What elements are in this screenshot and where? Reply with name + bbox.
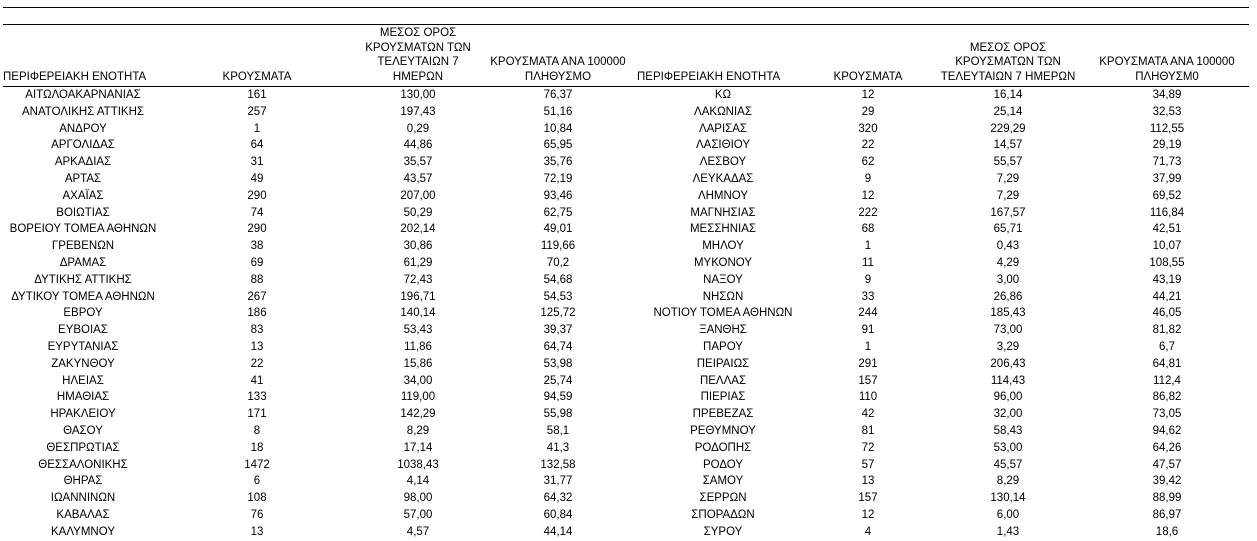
per100k-cell: 86,82	[1152, 391, 1182, 404]
avg7-cell: 65,71	[993, 223, 1023, 236]
table-row	[637, 137, 1249, 154]
avg7-cell: 73,00	[993, 324, 1023, 337]
region-cell: ΗΜΑΘΙΑΣ	[56, 391, 110, 404]
table-row	[3, 389, 637, 406]
header-avg7: ΜΕΣΟΣ ΟΡΟΣ ΚΡΟΥΣΜΑΤΩΝ ΤΩΝ ΤΕΛΕΥΤΑΙΩΝ 7 ΗΜΕΡΩΝ	[365, 27, 471, 83]
per100k-cell: 60,84	[543, 508, 573, 521]
per100k-cell: 47,57	[1152, 458, 1182, 471]
table-row	[637, 356, 1249, 373]
cases-cell: 64	[250, 139, 264, 152]
region-cell: ΜΥΚΟΝΟΥ	[693, 256, 753, 269]
region-cell: ΣΑΜΟΥ	[702, 475, 744, 488]
avg7-cell: 8,29	[406, 424, 430, 437]
avg7-cell: 202,14	[400, 223, 436, 236]
avg7-cell: 98,00	[403, 492, 433, 505]
cases-cell: 290	[247, 223, 267, 236]
cases-cell: 13	[250, 340, 264, 353]
table-row	[3, 440, 637, 457]
table-row	[3, 289, 637, 306]
per100k-cell: 112,4	[1153, 374, 1181, 387]
header-cases: ΚΡΟΥΣΜΑΤΑ	[833, 70, 903, 83]
table-row	[637, 289, 1249, 306]
table-row	[3, 305, 637, 322]
region-cell: ΜΕΣΣΗΝΙΑΣ	[689, 223, 757, 236]
table-row	[637, 490, 1249, 507]
header-region: ΠΕΡΙΦΕΡΕΙΑΚΗ ΕΝΟΤΗΤΑ	[3, 70, 147, 83]
avg7-cell: 4,57	[406, 525, 430, 538]
avg7-cell: 55,57	[993, 156, 1023, 169]
region-cell: ΕΒΡΟΥ	[63, 307, 103, 320]
avg7-cell: 4,14	[406, 475, 430, 488]
table-row	[3, 490, 637, 507]
left-table	[3, 27, 637, 541]
cases-cell: 29	[861, 105, 875, 118]
cases-cell: 244	[858, 307, 878, 320]
table-row	[3, 104, 637, 121]
table-row	[3, 356, 637, 373]
region-cell: ΒΟΡΕΙΟΥ ΤΟΜΕΑ ΑΘΗΝΩΝ	[9, 223, 157, 236]
table-row	[3, 457, 637, 474]
table-row	[637, 272, 1249, 289]
table-row	[637, 339, 1249, 356]
per100k-cell: 72,19	[543, 172, 573, 185]
table-row	[637, 255, 1249, 272]
cases-cell: 31	[250, 156, 264, 169]
per100k-cell: 6,7	[1159, 340, 1175, 353]
table-row	[637, 205, 1249, 222]
region-cell: ΛΕΥΚΑΔΑΣ	[692, 172, 754, 185]
cases-cell: 12	[861, 89, 875, 101]
cases-cell: 171	[247, 408, 267, 421]
avg7-cell: 25,14	[993, 105, 1023, 118]
per100k-cell: 10,07	[1152, 240, 1182, 253]
per100k-cell: 88,99	[1152, 492, 1182, 505]
region-cell: ΑΝΑΤΟΛΙΚΗΣ ΑΤΤΙΚΗΣ	[21, 105, 144, 118]
avg7-cell: 58,43	[993, 424, 1023, 437]
table-row	[637, 406, 1249, 423]
region-cell: ΗΛΕΙΑΣ	[62, 374, 104, 387]
region-cell: ΛΗΜΝΟΥ	[697, 189, 749, 202]
avg7-cell: 196,71	[400, 290, 436, 303]
per100k-cell: 49,01	[543, 223, 573, 236]
cases-cell: 38	[250, 240, 264, 253]
per100k-cell: 29,19	[1152, 139, 1182, 152]
avg7-cell: 53,43	[403, 324, 433, 337]
table-row	[637, 121, 1249, 138]
avg7-cell: 15,86	[403, 357, 433, 370]
avg7-cell: 30,86	[403, 240, 433, 253]
avg7-cell: 96,00	[993, 391, 1023, 404]
avg7-cell: 185,43	[990, 307, 1026, 320]
table-row	[637, 457, 1249, 474]
region-cell: ΜΗΛΟΥ	[702, 240, 744, 253]
region-cell: ΑΙΤΩΛΟΑΚΑΡΝΑΝΙΑΣ	[25, 89, 141, 101]
region-cell: ΘΗΡΑΣ	[63, 475, 103, 488]
cases-cell: 83	[250, 324, 264, 337]
cases-cell: 49	[250, 172, 264, 185]
avg7-cell: 14,57	[993, 139, 1023, 152]
region-cell: ΘΑΣΟΥ	[63, 424, 103, 437]
cases-cell: 13	[861, 475, 875, 488]
table-row	[637, 423, 1249, 440]
region-cell: ΘΕΣΣΑΛΟΝΙΚΗΣ	[38, 458, 128, 471]
per100k-cell: 44,21	[1152, 290, 1182, 303]
cases-cell: 1	[864, 240, 872, 253]
cases-cell: 69	[250, 256, 264, 269]
cases-cell: 8	[253, 424, 261, 437]
per100k-cell: 39,42	[1152, 475, 1182, 488]
region-cell: ΚΑΒΑΛΑΣ	[56, 508, 110, 521]
region-cell: ΕΥΡΥΤΑΝΙΑΣ	[47, 340, 119, 353]
region-cell: ΣΠΟΡΑΔΩΝ	[691, 508, 755, 521]
table-row	[3, 121, 637, 138]
region-cell: ΖΑΚΥΝΘΟΥ	[51, 357, 115, 370]
cases-cell: 290	[247, 189, 267, 202]
per100k-cell: 93,46	[543, 189, 573, 202]
avg7-cell: 206,43	[990, 357, 1026, 370]
region-cell: ΙΩΑΝΝΙΝΩΝ	[50, 492, 116, 505]
avg7-cell: 16,14	[993, 89, 1023, 101]
per100k-cell: 37,99	[1152, 172, 1182, 185]
region-cell: ΑΧΑΪΑΣ	[62, 189, 104, 202]
cases-cell: 186	[247, 307, 267, 320]
table-row	[637, 238, 1249, 255]
cases-cell: 267	[247, 290, 267, 303]
per100k-cell: 53,98	[543, 357, 573, 370]
region-cell: ΝΑΞΟΥ	[703, 273, 743, 286]
table-row	[637, 473, 1249, 490]
per100k-cell: 31,77	[543, 475, 573, 488]
region-cell: ΘΕΣΠΡΩΤΙΑΣ	[46, 441, 120, 454]
per100k-cell: 51,16	[543, 105, 573, 118]
region-cell: ΠΕΙΡΑΙΩΣ	[696, 357, 750, 370]
cases-cell: 6	[253, 475, 261, 488]
header-region: ΠΕΡΙΦΕΡΕΙΑΚΗ ΕΝΟΤΗΤΑ	[637, 70, 781, 83]
cases-cell: 9	[864, 172, 872, 185]
region-cell: ΔΥΤΙΚΗΣ ΑΤΤΙΚΗΣ	[34, 273, 132, 286]
table-row	[637, 507, 1249, 524]
avg7-cell: 114,43	[990, 374, 1026, 387]
cases-cell: 4	[864, 525, 872, 538]
table-row	[637, 440, 1249, 457]
avg7-cell: 6,00	[996, 508, 1020, 521]
avg7-cell: 11,86	[404, 340, 432, 353]
avg7-cell: 45,57	[993, 458, 1023, 471]
per100k-cell: 18,6	[1155, 525, 1179, 538]
per100k-cell: 62,75	[543, 206, 573, 219]
avg7-cell: 34,00	[403, 374, 433, 387]
table-row	[3, 373, 637, 390]
avg7-cell: 32,00	[993, 408, 1023, 421]
per100k-cell: 64,74	[543, 340, 573, 353]
avg7-cell: 72,43	[403, 273, 433, 286]
per100k-cell: 43,19	[1152, 273, 1182, 286]
table-row	[637, 221, 1249, 238]
right-header-row	[637, 37, 1249, 86]
header-cases: ΚΡΟΥΣΜΑΤΑ	[222, 70, 292, 83]
per100k-cell: 119,66	[540, 240, 576, 253]
region-cell: ΛΑΚΩΝΙΑΣ	[694, 105, 752, 118]
avg7-cell: 197,43	[400, 105, 436, 118]
avg7-cell: 4,29	[996, 256, 1020, 269]
cases-cell: 11	[862, 256, 874, 269]
per100k-cell: 94,62	[1152, 424, 1182, 437]
left-rows	[3, 87, 637, 541]
avg7-cell: 119,00	[400, 391, 436, 404]
left-header-row	[3, 27, 637, 86]
cases-cell: 72	[861, 441, 875, 454]
region-cell: ΡΟΔΟΥ	[702, 458, 744, 471]
table-row	[637, 154, 1249, 171]
per100k-cell: 32,53	[1152, 105, 1182, 118]
region-cell: ΛΑΡΙΣΑΣ	[698, 122, 748, 135]
per100k-cell: 58,1	[546, 424, 570, 437]
avg7-cell: 50,29	[403, 206, 433, 219]
region-cell: ΠΡΕΒΕΖΑΣ	[692, 408, 754, 421]
cases-cell: 42	[861, 408, 875, 421]
per100k-cell: 54,68	[543, 273, 573, 286]
avg7-cell: 3,00	[996, 273, 1020, 286]
per100k-cell: 46,05	[1152, 307, 1182, 320]
table-row	[637, 188, 1249, 205]
avg7-cell: 1,43	[996, 525, 1020, 538]
region-cell: ΝΟΤΙΟΥ ΤΟΜΕΑ ΑΘΗΝΩΝ	[653, 307, 793, 320]
table-row	[3, 137, 637, 154]
table-row	[3, 238, 637, 255]
avg7-cell: 35,57	[403, 156, 433, 169]
table-row	[3, 339, 637, 356]
table-row	[3, 188, 637, 205]
cases-cell: 320	[858, 122, 878, 135]
per100k-cell: 39,37	[543, 324, 573, 337]
cases-cell: 57	[861, 458, 875, 471]
avg7-cell: 57,00	[403, 508, 433, 521]
region-cell: ΒΟΙΩΤΙΑΣ	[56, 206, 110, 219]
per100k-cell: 65,95	[543, 139, 573, 152]
cases-cell: 81	[861, 424, 875, 437]
cases-cell: 76	[250, 508, 264, 521]
cases-cell: 1	[253, 122, 261, 135]
table-row	[637, 87, 1249, 104]
per100k-cell: 55,98	[543, 408, 573, 421]
region-cell: ΑΝΔΡΟΥ	[59, 122, 107, 135]
table-row	[3, 87, 637, 104]
cases-cell: 91	[861, 324, 875, 337]
avg7-cell: 167,57	[990, 206, 1026, 219]
per100k-cell: 69,52	[1152, 189, 1182, 202]
cases-cell: 161	[247, 89, 267, 101]
cases-cell: 13	[250, 525, 264, 538]
region-cell: ΗΡΑΚΛΕΙΟΥ	[50, 408, 116, 421]
region-cell: ΑΡΤΑΣ	[64, 172, 102, 185]
per100k-cell: 81,82	[1152, 324, 1182, 337]
avg7-cell: 130,00	[400, 89, 436, 101]
cases-cell: 22	[250, 357, 264, 370]
table-row	[3, 154, 637, 171]
cases-cell: 108	[247, 492, 267, 505]
per100k-cell: 108,55	[1149, 256, 1185, 269]
avg7-cell: 53,00	[993, 441, 1023, 454]
region-cell: ΕΥΒΟΙΑΣ	[58, 324, 108, 337]
per100k-cell: 25,74	[543, 374, 573, 387]
region-cell: ΔΡΑΜΑΣ	[59, 256, 107, 269]
avg7-cell: 3,29	[996, 340, 1020, 353]
per100k-cell: 34,89	[1152, 89, 1182, 101]
cases-cell: 62	[861, 156, 875, 169]
cases-cell: 1472	[244, 458, 270, 471]
per100k-cell: 64,81	[1152, 357, 1182, 370]
table-row	[3, 171, 637, 188]
region-cell: ΚΩ	[714, 89, 732, 101]
per100k-cell: 44,14	[543, 525, 573, 538]
right-table	[637, 37, 1249, 541]
avg7-cell: 43,57	[403, 172, 433, 185]
header-avg7: ΜΕΣΟΣ ΟΡΟΣ ΚΡΟΥΣΜΑΤΩΝ ΤΩΝ ΤΕΛΕΥΤΑΙΩΝ 7 ΗΜΕΡΩΝ	[940, 41, 1076, 83]
right-rows	[637, 87, 1249, 541]
cases-cell: 33	[861, 290, 875, 303]
avg7-cell: 44,86	[403, 139, 433, 152]
table-row	[637, 171, 1249, 188]
per100k-cell: 35,76	[543, 156, 573, 169]
per100k-cell: 70,2	[546, 256, 570, 269]
table-row	[3, 272, 637, 289]
cases-cell: 12	[861, 508, 875, 521]
cases-cell: 110	[858, 391, 878, 404]
avg7-cell: 207,00	[400, 189, 436, 202]
top-rule	[3, 7, 1249, 8]
region-cell: ΠΑΡΟΥ	[703, 340, 743, 353]
region-cell: ΛΕΣΒΟΥ	[699, 156, 747, 169]
per100k-cell: 10,84	[543, 122, 573, 135]
per100k-cell: 112,55	[1149, 122, 1185, 135]
table-row	[637, 373, 1249, 390]
header-per100k: ΚΡΟΥΣΜΑΤΑ ΑΝΑ 100000 ΠΛΗΘΥΣΜ0	[1099, 56, 1235, 83]
avg7-cell: 7,29	[996, 189, 1020, 202]
cases-cell: 291	[858, 357, 878, 370]
region-cell: ΣΥΡΟΥ	[703, 525, 743, 538]
per100k-cell: 42,51	[1152, 223, 1182, 236]
per100k-cell: 76,37	[543, 89, 573, 101]
per100k-cell: 73,05	[1152, 408, 1182, 421]
table-row	[637, 104, 1249, 121]
cases-cell: 41	[250, 374, 264, 387]
table-row	[3, 322, 637, 339]
cases-cell: 18	[250, 441, 264, 454]
cases-cell: 157	[858, 374, 878, 387]
region-cell: ΔΥΤΙΚΟΥ ΤΟΜΕΑ ΑΘΗΝΩΝ	[11, 290, 155, 303]
table-row	[637, 322, 1249, 339]
region-cell: ΡΟΔΟΠΗΣ	[694, 441, 752, 454]
cases-cell: 222	[858, 206, 878, 219]
region-cell: ΞΑΝΘΗΣ	[699, 324, 747, 337]
avg7-cell: 142,29	[400, 408, 436, 421]
avg7-cell: 26,86	[993, 290, 1023, 303]
region-cell: ΣΕΡΡΩΝ	[699, 492, 747, 505]
per100k-cell: 116,84	[1149, 206, 1185, 219]
table-row	[3, 524, 637, 541]
region-cell: ΝΗΣΩΝ	[702, 290, 744, 303]
table-row	[3, 423, 637, 440]
avg7-cell: 130,14	[990, 492, 1026, 505]
per100k-cell: 71,73	[1152, 156, 1182, 169]
avg7-cell: 140,14	[400, 307, 436, 320]
avg7-cell: 61,29	[403, 256, 433, 269]
table-row	[637, 305, 1249, 322]
avg7-cell: 8,29	[996, 475, 1020, 488]
avg7-cell: 229,29	[990, 122, 1026, 135]
cases-cell: 133	[247, 391, 267, 404]
avg7-cell: 17,14	[403, 441, 433, 454]
table-row	[3, 205, 637, 222]
cases-cell: 9	[864, 273, 872, 286]
per100k-cell: 41,3	[546, 441, 570, 454]
table-row	[637, 524, 1249, 541]
per100k-cell: 132,58	[540, 458, 576, 471]
region-cell: ΜΑΓΝΗΣΙΑΣ	[690, 206, 756, 219]
cases-cell: 12	[861, 189, 875, 202]
per100k-cell: 125,72	[540, 307, 576, 320]
avg7-cell: 7,29	[996, 172, 1020, 185]
table-row	[3, 507, 637, 524]
table-row	[3, 473, 637, 490]
per100k-cell: 64,26	[1152, 441, 1182, 454]
cases-cell: 22	[861, 139, 875, 152]
cases-cell: 88	[250, 273, 264, 286]
region-cell: ΚΑΛΥΜΝΟΥ	[51, 525, 115, 538]
region-cell: ΡΕΘΥΜΝΟΥ	[690, 424, 756, 437]
region-cell: ΓΡΕΒΕΝΩΝ	[51, 240, 115, 253]
avg7-cell: 1038,43	[397, 458, 439, 471]
region-cell: ΛΑΣΙΘΙΟΥ	[695, 139, 751, 152]
cases-cell: 68	[861, 223, 875, 236]
per100k-cell: 86,97	[1152, 508, 1182, 521]
upper-rule	[3, 24, 1249, 25]
table-row	[637, 389, 1249, 406]
region-cell: ΠΕΛΛΑΣ	[699, 374, 747, 387]
avg7-cell: 0,29	[406, 122, 430, 135]
table-row	[3, 255, 637, 272]
region-cell: ΑΡΓΟΛΙΔΑΣ	[51, 139, 115, 152]
region-cell: ΠΙΕΡΙΑΣ	[700, 391, 746, 404]
cases-cell: 157	[858, 492, 878, 505]
per100k-cell: 94,59	[543, 391, 573, 404]
per100k-cell: 54,53	[543, 290, 573, 303]
table-row	[3, 221, 637, 238]
cases-cell: 257	[247, 105, 267, 118]
table-row	[3, 406, 637, 423]
cases-cell: 74	[250, 206, 264, 219]
header-per100k: ΚΡΟΥΣΜΑΤΑ ΑΝΑ 100000 ΠΛΗΘΥΣΜΟ	[490, 56, 626, 83]
region-cell: ΑΡΚΑΔΙΑΣ	[54, 156, 112, 169]
avg7-cell: 0,43	[996, 240, 1020, 253]
cases-cell: 1	[864, 340, 872, 353]
per100k-cell: 64,32	[543, 492, 573, 505]
